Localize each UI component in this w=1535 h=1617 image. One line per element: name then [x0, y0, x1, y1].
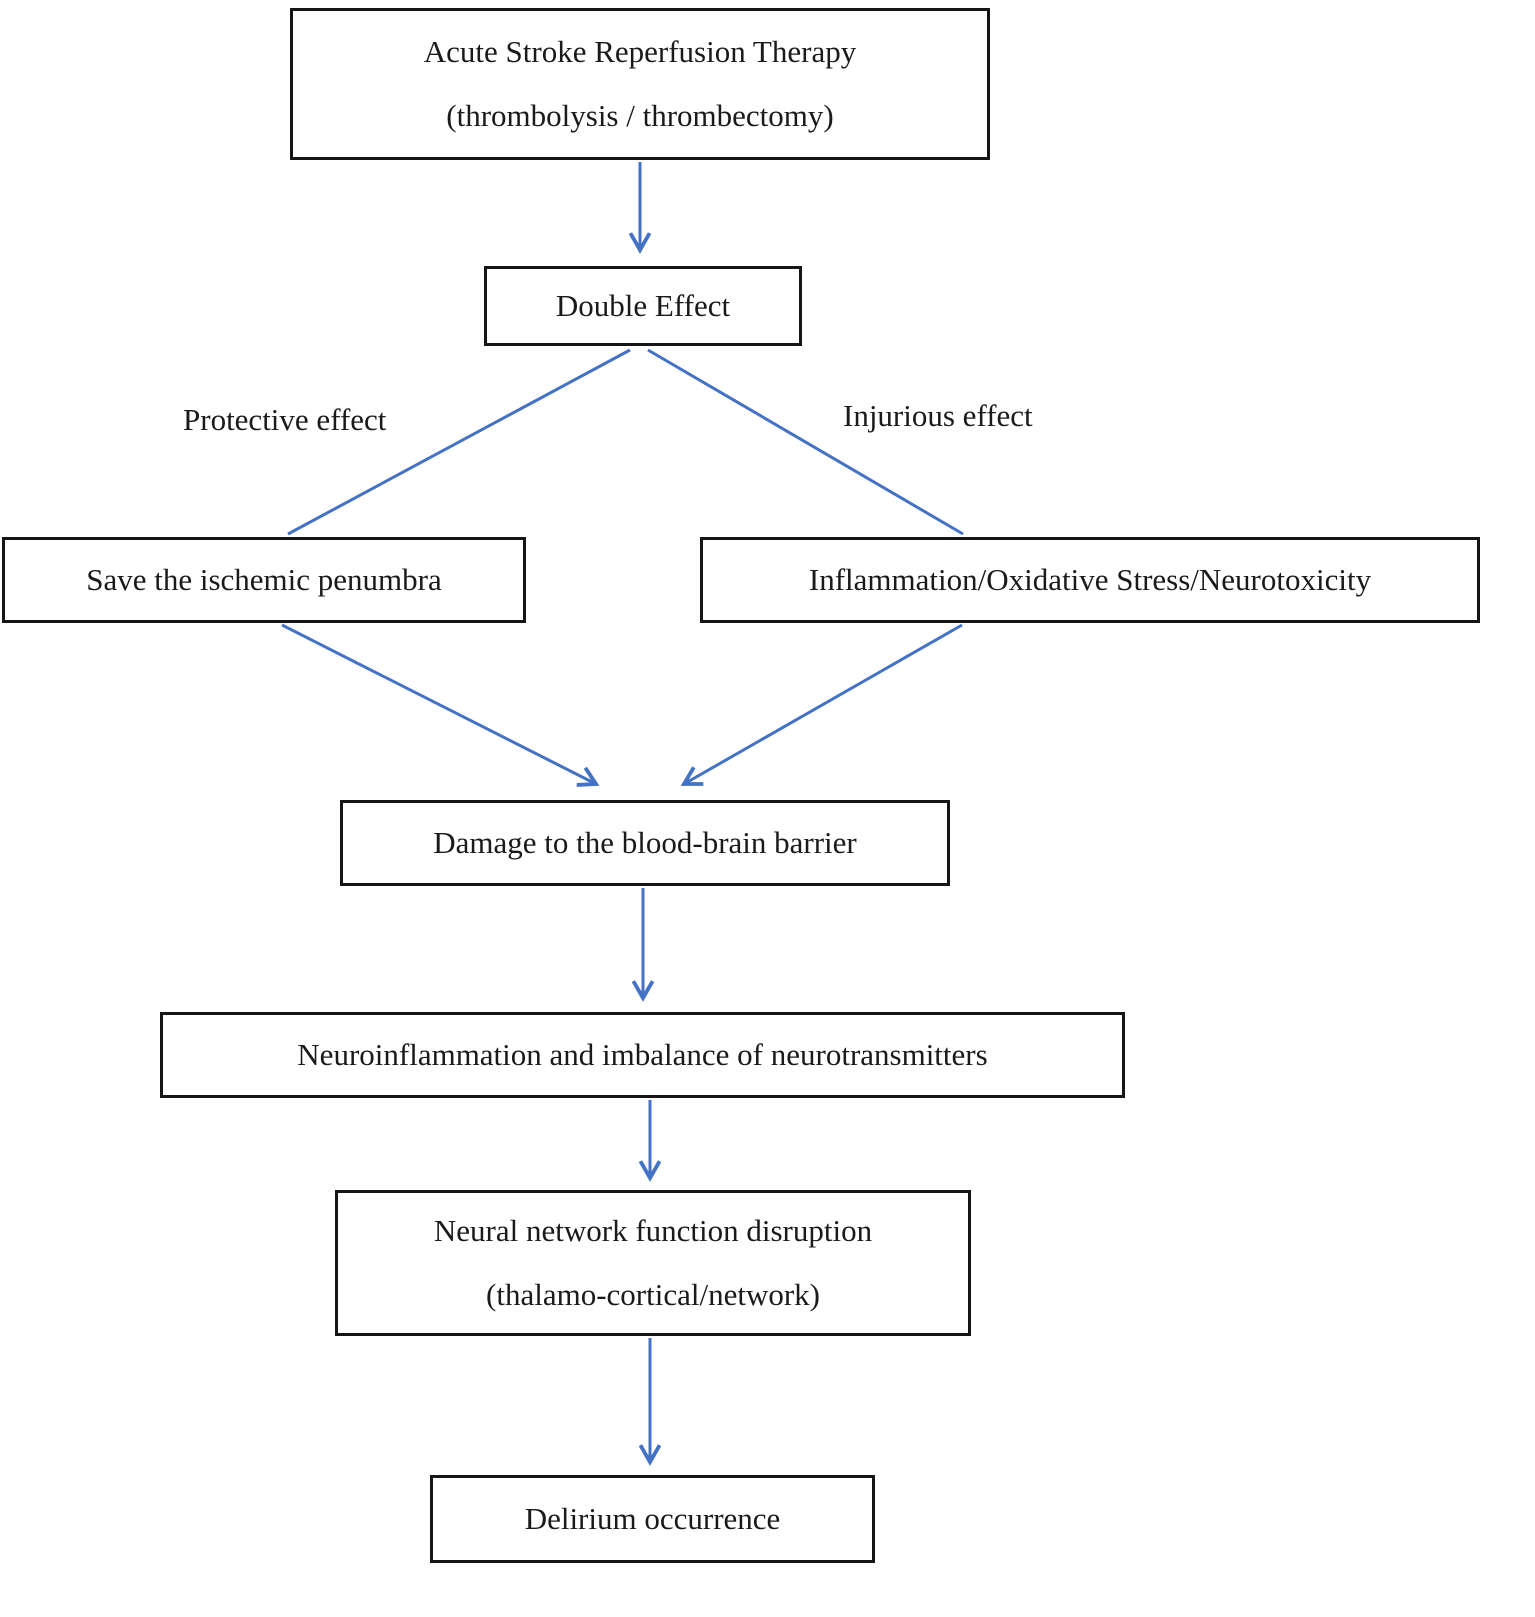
node-damage-blood-brain-barrier	[340, 800, 950, 886]
node-text-line2: (thrombolysis / thrombectomy)	[446, 98, 834, 133]
node-neural-network-function-disruption	[335, 1190, 971, 1336]
edge-label-protective-effect: Protective effect	[183, 402, 387, 437]
node-text: Inflammation/Oxidative Stress/Neurotoxicity	[808, 561, 1372, 597]
arrow-inflammation-to-bbb	[684, 625, 962, 784]
node-text: Double Effect	[555, 287, 731, 323]
node-text: Damage to the blood-brain barrier	[433, 824, 857, 860]
node-text: Neuroinflammation and imbalance of neurotransmitters	[297, 1036, 988, 1072]
node-inflammation-oxidative-stress-neurotoxicity	[700, 537, 1480, 623]
line-double-effect-to-inflammation	[648, 350, 963, 534]
node-double-effect	[484, 266, 802, 346]
node-text-line1: Acute Stroke Reperfusion Therapy	[423, 34, 857, 69]
node-text: Save the ischemic penumbra	[86, 561, 442, 597]
edge-label-injurious-effect: Injurious effect	[843, 398, 1033, 433]
node-acute-stroke-reperfusion-therapy	[290, 8, 990, 160]
node-delirium-occurrence	[430, 1475, 875, 1563]
line-double-effect-to-penumbra	[288, 350, 630, 534]
node-text-line2: (thalamo-cortical/network)	[486, 1277, 820, 1312]
node-text-line1: Neural network function disruption	[433, 1213, 873, 1248]
arrow-penumbra-to-bbb	[282, 625, 596, 784]
node-text: Delirium occurrence	[524, 1500, 781, 1536]
node-save-ischemic-penumbra	[2, 537, 526, 623]
node-neuroinflammation-neurotransmitter-imbalance	[160, 1012, 1125, 1098]
